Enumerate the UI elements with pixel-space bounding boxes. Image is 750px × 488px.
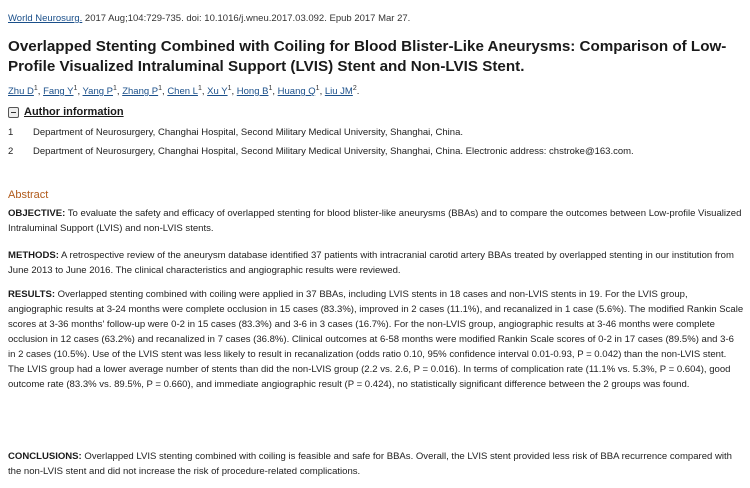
author-link[interactable]: Yang P <box>82 86 114 98</box>
author-affil-sup: 1 <box>227 85 232 92</box>
affiliation-text: Department of Neurosurgery, Changhai Hospital, Second Military Medical University, Shanghai, China. <box>33 127 463 138</box>
author-link[interactable]: Zhu D <box>8 86 34 98</box>
section-label: CONCLUSIONS: <box>8 451 82 462</box>
author-affil-sup: 1 <box>158 85 163 92</box>
author-link[interactable]: Xu Y <box>207 86 228 98</box>
abstract-results <box>8 287 744 392</box>
journal-link[interactable]: World Neurosurg. <box>8 13 83 24</box>
section-text: Overlapped stenting combined with coiling were applied in 37 BBAs, including LVIS stents in 18 cases and non-LVIS stents in 19. For the LVIS group, angiographic results at 3-24 months were complete occlusion in 15 cases (83.3%), improved in 2 cases (11.1%), and recanalized in 1 case (5.6%). The modified Rankin Scale scores at 3-36 months' follow-up were 0-2 in 15 cases (83.3%) and 3-6 in 3 cases (16.7%). For the non-LVIS group, angiographic results at 3-46 months were complete occlusion in 12 cases (63.2%) and recanalized in 7 cases (36.8%). Clinical outcomes at 6-58 months were modified Rankin Scale scores of 0-2 in 17 cases (89.5%) and 3-6 in 2 cases (10.5%). Use of the LVIS stent was less likely to result in recanalization (odds ratio 0.10, 95% confidence interval 0.01-0.93, P = 0.042) than the non-LVIS stent. The LVIS group had a lower average number of stents than did the non-LVIS group (2.2 vs. 2.6, P = 0.016). In terms of complication rate (11.1% vs. 5.3%, P = 0.604), good outcome rate (83.3% vs. 89.5%, P = 0.660), and immediate angiographic result (P = 0.424), no statistically significant difference between the 2 groups was found. <box>8 289 744 390</box>
author-list: Zhu $D^1$, Fang $Y^1$, Yang $P^1$, Zhang $P^1$, Chen $L^1$, Xu $Y^1$, Hong $B^1$, Huang $Q^1$, Liu $JM^2$. <box>8 85 360 98</box>
abstract-conclusions <box>8 449 744 479</box>
author-link[interactable]: Huang Q <box>277 86 316 98</box>
citation-details: 2017 Aug;104:729-735. doi: 10.1016/j.wneu.2017.03.092. Epub 2017 Mar 27. <box>82 13 411 24</box>
section-text: A retrospective review of the aneurysm database identified 37 patients with intracranial carotid artery BBAs treated by overlapped stenting in our institution from June 2013 to June 2016. The clinical characteristics and angiographic results were reviewed. <box>8 250 734 276</box>
author-link[interactable]: Chen L <box>167 86 198 98</box>
author-affil-sup: 1 <box>73 85 78 92</box>
author-affil-sup: 1 <box>197 85 202 92</box>
section-text: Overlapped LVIS stenting combined with coiling is feasible and safe for BBAs. Overall, the LVIS stent provided less risk of BBA recurrence compared with the non-LVIS stent and did not increase the risk of procedure-related complications. <box>8 451 732 477</box>
author-affil-sup: 1 <box>315 85 320 92</box>
author-link[interactable]: Liu JM <box>324 86 353 98</box>
author-information-toggle[interactable] <box>8 106 124 118</box>
collapse-icon[interactable] <box>8 107 19 118</box>
author-affil-sup: 1 <box>113 85 117 92</box>
abstract-heading: Abstract <box>8 189 49 201</box>
author-link[interactable]: Hong B <box>236 86 269 98</box>
author-link[interactable]: Zhang P <box>122 86 159 98</box>
author-affil-sup: 2 <box>352 85 357 92</box>
affiliation-number: 1 <box>8 127 14 138</box>
section-label: OBJECTIVE: <box>8 208 66 219</box>
author-link[interactable]: Fang Y <box>43 86 74 98</box>
abstract-objective <box>8 206 744 236</box>
author-affil-sup: 1 <box>33 85 38 92</box>
article-title: Overlapped Stenting Combined with Coiling for Blood Blister-Like Aneurysms: Comparison of Low-Profile Visualized Intraluminal Support (LVIS) Stent and Non-LVIS Stent. <box>8 38 727 75</box>
affiliation-text: Department of Neurosurgery, Changhai Hospital, Second Military Medical University, Shanghai, China. Electronic address: chstroke@163.com. <box>33 146 634 157</box>
section-label: RESULTS: <box>8 289 56 300</box>
citation-line <box>8 13 410 24</box>
affiliation-number: 2 <box>8 146 14 157</box>
abstract-methods <box>8 248 744 278</box>
section-label: METHODS: <box>8 250 59 261</box>
author-information-label[interactable]: Author information <box>24 106 124 118</box>
author-affil-sup: 1 <box>268 85 273 92</box>
section-text: To evaluate the safety and efficacy of overlapped stenting for blood blister-like aneurysms (BBAs) and to compare the outcomes between Low-profile Visualized Intraluminal Support (LVIS) and non-LVIS stents. <box>8 208 742 234</box>
